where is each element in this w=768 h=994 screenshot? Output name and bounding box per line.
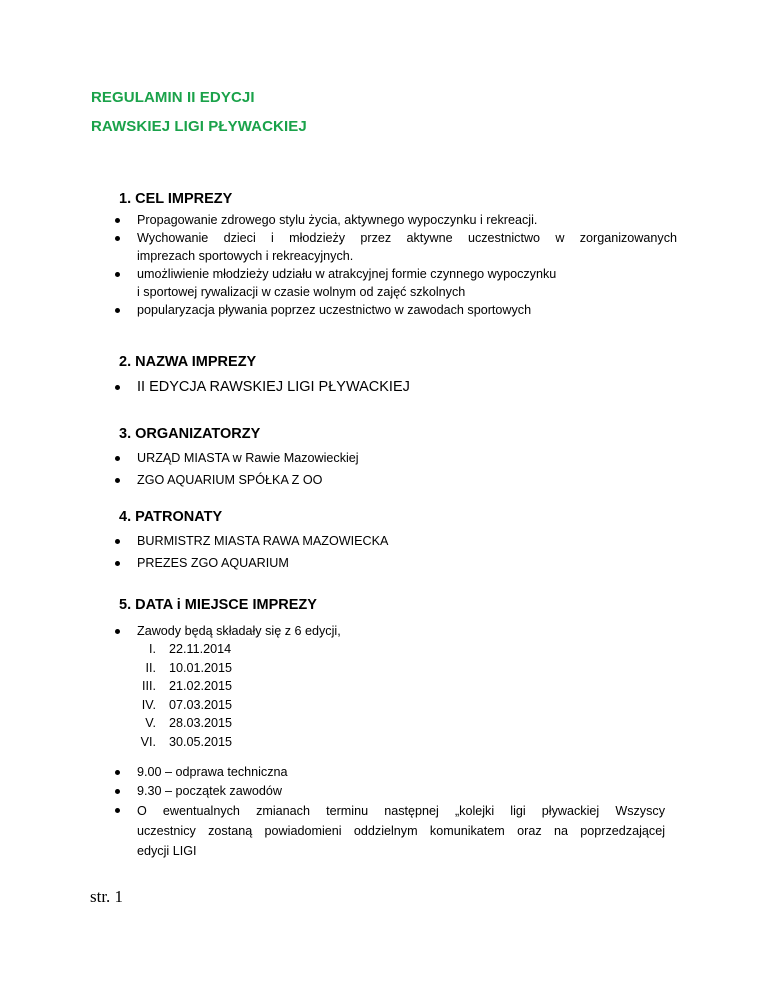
bullet-icon <box>115 236 120 241</box>
edition-date: 07.03.2015 <box>169 697 233 712</box>
edition-row <box>0 696 768 715</box>
edition-number: II. <box>145 660 156 675</box>
list-item: Propagowanie zdrowego stylu życia, aktywnego wypoczynku i rekreacji. <box>0 211 677 229</box>
list-item: URZĄD MIASTA w Rawie Mazowieckiej <box>0 447 677 469</box>
document-title-line-1: REGULAMIN II EDYCJI <box>91 89 255 106</box>
edition-number: VI. <box>140 734 156 749</box>
section-5-intro-list <box>0 622 768 640</box>
list-item: 9.30 – początek zawodów <box>0 782 677 801</box>
section-1-heading: 1. CEL IMPREZY <box>119 191 233 207</box>
document-title-line-2: RAWSKIEJ LIGI PŁYWACKIEJ <box>91 118 307 135</box>
edition-row <box>0 640 768 659</box>
edition-number: III. <box>142 679 156 693</box>
list-item: 9.00 – odprawa techniczna <box>0 763 677 782</box>
edition-date: 30.05.2015 <box>169 734 233 749</box>
bullet-icon <box>115 456 120 461</box>
section-4-heading: 4. PATRONATY <box>119 509 223 525</box>
edition-number: I. <box>149 642 156 656</box>
edition-date: 21.02.2015 <box>169 679 233 693</box>
list-item: BURMISTRZ MIASTA RAWA MAZOWIECKA <box>0 530 677 552</box>
section-1-list <box>0 211 768 319</box>
list-item: Wychowanie dzieci i młodzieży przez aktywne uczestnictwo w zorganizowanych imprezach sportowych i rekreacyjnych. <box>0 229 677 265</box>
section-3-heading: 3. ORGANIZATORZY <box>119 426 261 442</box>
edition-date: 22.11.2014 <box>169 642 232 656</box>
list-item: II EDYCJA RAWSKIEJ LIGI PŁYWACKIEJ <box>0 377 677 397</box>
section-3-list <box>0 447 768 491</box>
bullet-icon <box>115 629 120 634</box>
edition-row <box>0 659 768 678</box>
edition-row <box>0 714 768 733</box>
section-2-list <box>0 377 768 397</box>
list-item: PREZES ZGO AQUARIUM <box>0 552 677 574</box>
bullet-icon <box>115 478 120 483</box>
list-item: ZGO AQUARIUM SPÓŁKA Z OO <box>0 469 677 491</box>
list-item: popularyzacja pływania poprzez uczestnictwo w zawodach sportowych <box>0 301 677 319</box>
section-5-heading: 5. DATA i MIEJSCE IMPREZY <box>119 597 317 613</box>
edition-date: 28.03.2015 <box>169 716 233 730</box>
bullet-icon <box>115 561 120 566</box>
page-number: str. 1 <box>90 887 124 906</box>
section-5-list <box>0 763 768 861</box>
edition-row <box>0 733 768 752</box>
list-item: O ewentualnych zmianach terminu następnej „kolejki ligi pływackiej Wszyscy uczestnicy zostaną powiadomieni oddzielnym komunikatem oraz na poprzedzającej edycji LIGI <box>0 801 665 861</box>
bullet-icon <box>115 539 120 544</box>
list-item: Zawody będą składały się z 6 edycji, <box>0 622 677 640</box>
edition-date: 10.01.2015 <box>169 660 233 675</box>
edition-row <box>0 677 768 696</box>
bullet-icon <box>115 218 120 223</box>
bullet-icon <box>115 272 120 277</box>
section-2-heading: 2. NAZWA IMPREZY <box>119 354 257 370</box>
bullet-icon <box>115 385 120 390</box>
section-4-list <box>0 530 768 574</box>
list-item: umożliwienie młodzieży udziału w atrakcyjnej formie czynnego wypoczynku i sportowej rywalizacji w czasie wolnym od zajęć szkolnych <box>0 265 677 301</box>
bullet-icon <box>115 789 120 794</box>
bullet-icon <box>115 308 120 313</box>
edition-number: IV. <box>141 697 156 712</box>
editions-list <box>0 640 768 751</box>
bullet-icon <box>115 808 120 813</box>
bullet-icon <box>115 770 120 775</box>
edition-number: V. <box>145 716 156 730</box>
